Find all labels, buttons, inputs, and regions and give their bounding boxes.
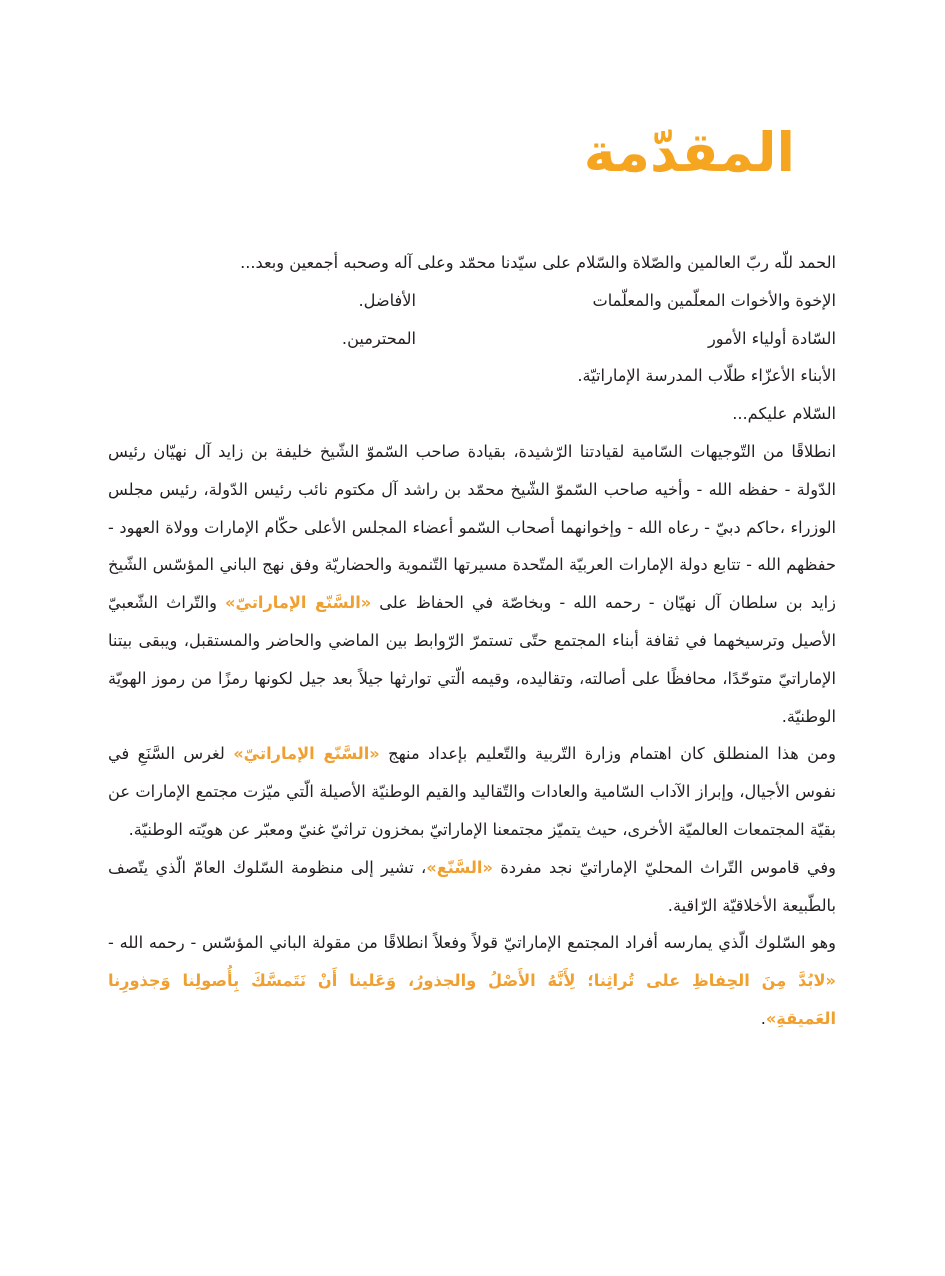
addressee-parents	[108, 320, 836, 358]
page-title: المقدّمة	[583, 121, 795, 184]
paragraph-text: ومن هذا المنطلق كان اهتمام وزارة التّربية والتّعليم بإعداد منهج	[379, 744, 836, 764]
paragraph-4	[108, 924, 836, 1037]
highlight-term: «السَّنّع الإماراتيّ»	[224, 593, 372, 613]
addressee-students: الأبناء الأعزّاء طلّاب المدرسة الإماراتيّة.	[577, 366, 836, 386]
greeting-line: الحمد للّه ربّ العالمين والصّلاة والسّلام على سيّدنا محمّد وعلى آله وصحبه أجمعين وبعد...	[240, 253, 836, 272]
paragraph-text: لغرس السَّنَعِ في نفوس الأجيال، وإبراز الآداب السّامية والعادات والتّقاليد والقيم الوطنيّة الأصيلة الّتي ميّزت مجتمع الإمارات عن بقيّة المجتمعات العالميّة الأخرى، حيث يتميّز مجتمعنا الإماراتيّ بمخزون تراثيّ غنيّ ومعبّر عن هويّته الوطنيّة.	[108, 744, 836, 839]
addressee-name: الإخوة والأخوات المعلّمين والمعلّمات	[592, 290, 836, 310]
paragraph-text: والتّراث الشّعبيّ الأصيل وترسيخهما في ثقافة أبناء المجتمع حتّى تستمرّ الرّوابط بين الماضي والحاضر والمستقبل، ويبقى بيتنا الإماراتيّ متوحّدًا، محافظًا على أصالته، وتقاليده، وقيمه الّتي توارثها جيلاً بعد جيل لكونها رمزًا من رموز الهويّة الوطنيّة.	[108, 593, 836, 726]
addressee-title: الأفاضل.	[358, 290, 416, 310]
founder-quote: «لابُدَّ مِنَ الحِفاظِ على تُراثِنا؛ لِأَنَّهُ الأَصْلُ والجذورُ، وَعَلينا أَنْ نَتَمسَّكَ بِأُصولِنا وَجذورِنا العَميقةِ»	[108, 971, 836, 1028]
addressee-teachers	[108, 282, 836, 320]
paragraph-text: .	[760, 1008, 766, 1028]
paragraph-3	[108, 849, 836, 925]
introduction-body	[108, 244, 836, 1038]
paragraph-1	[108, 433, 836, 735]
addressee-title: المحترمين.	[341, 328, 416, 348]
paragraph-2	[108, 735, 836, 848]
addressee-name: السّادة أولياء الأمور	[707, 328, 836, 348]
highlight-term: «السَّنّع»	[426, 857, 493, 877]
paragraph-text: ، تشير إلى منظومة السّلوك العامّ الّذي يتّصف بالطّبيعة الأخلاقيّة الرّاقية.	[108, 857, 836, 915]
paragraph-text: وهو السّلوك الّذي يمارسه أفراد المجتمع الإماراتيّ قولاً وفعلاً انطلاقًا من مقولة الباني المؤسّس - رحمه الله -	[108, 933, 836, 953]
paragraph-text: انطلاقًا من التّوجيهات السّامية لقيادتنا الرّشيدة، بقيادة صاحب السّموّ الشّيخ خليفة بن زايد آل نهيّان رئيس الدّولة - حفظه الله - وأخيه صاحب السّموّ الشّيخ محمّد بن راشد آل مكتوم نائب رئيس الدّولة، رئيس مجلس الوزراء ،حاكم دبيّ - رعاه الله - وإخوانهما أصحاب السّمو أعضاء المجلس الأعلى حكّام الإمارات وولاة العهود - حفظهم الله - تتابع دولة الإمارات العربيّة المتّحدة مسيرتها التّنموية والحضاريّة وفق نهج الباني المؤسّس الشّيخ زايد بن سلطان آل نهيّان - رحمه الله - وبخاصّة في الحفاظ على	[108, 441, 836, 613]
salutation: السّلام عليكم...	[732, 404, 836, 424]
paragraph-text: وفي قاموس التّراث المحليّ الإماراتيّ نجد مفردة	[492, 857, 836, 877]
highlight-term: «السَّنّع الإماراتيّ»	[233, 744, 380, 764]
